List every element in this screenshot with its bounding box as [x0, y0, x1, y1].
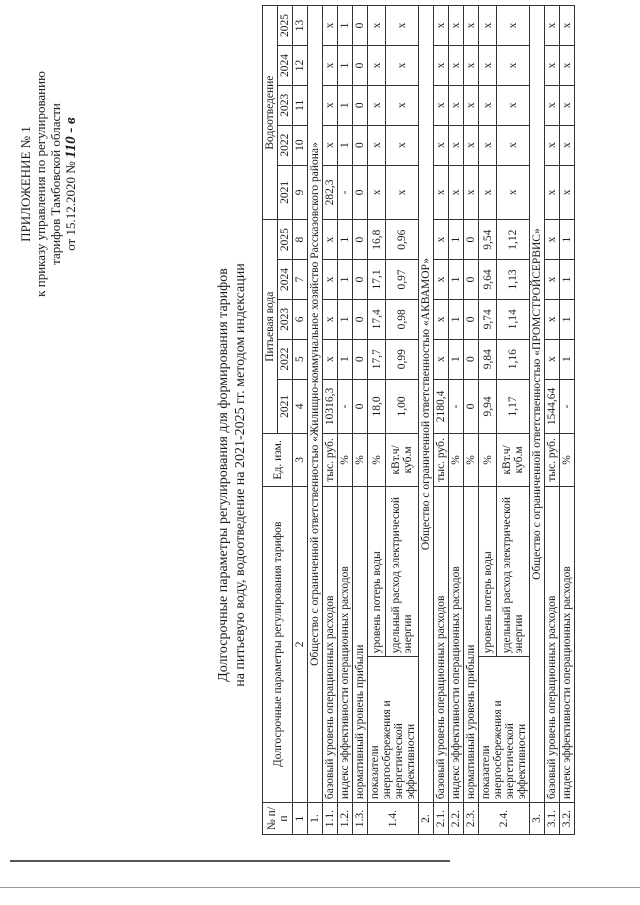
sewer-value: х: [386, 46, 419, 86]
water-value: 1: [338, 339, 353, 379]
table-row: [353, 6, 368, 835]
sewer-value: 282,3: [323, 165, 338, 220]
water-value: 17,4: [368, 299, 386, 339]
row-unit: кВт.ч/ куб.м: [497, 434, 530, 486]
sewer-value: х: [560, 46, 575, 86]
water-value: 0: [464, 339, 479, 379]
sewer-value: х: [479, 46, 497, 86]
column-number: 5: [293, 339, 308, 379]
appendix-authority-line: тарифов Тамбовской области: [48, 103, 63, 265]
sub-param-name: удельный расход электрической энергии: [497, 486, 530, 657]
table-row: [449, 6, 464, 835]
row-num: 1.1.: [323, 803, 338, 835]
water-value: х: [323, 299, 338, 339]
section-title: Общество с ограниченной ответственностью «Жилищно-коммунальное хозяйство Рассказовского района»: [308, 6, 323, 803]
water-value: 0: [464, 379, 479, 434]
water-value: х: [545, 299, 560, 339]
water-value: 1: [560, 299, 575, 339]
sewer-value: х: [449, 125, 464, 165]
table-column-numbers: [293, 6, 308, 835]
year-header: 2021: [278, 379, 293, 434]
water-value: 1,13: [497, 260, 530, 300]
row-num: 1.4.: [368, 803, 419, 835]
water-value: 1: [338, 260, 353, 300]
row-param-name: базовый уровень операционных расходов: [545, 486, 560, 803]
row-num: 3.2.: [560, 803, 575, 835]
sewer-value: х: [449, 85, 464, 125]
sewer-value: 0: [353, 165, 368, 220]
sewer-value: х: [479, 165, 497, 220]
order-number-handwritten: 110 - в: [63, 117, 79, 159]
row-num: 2.3.: [464, 803, 479, 835]
section-num: 2.: [419, 803, 434, 835]
row-unit: %: [464, 434, 479, 486]
sewer-value: х: [386, 6, 419, 46]
sub-param-name: удельный расход электрической энергии: [386, 486, 419, 657]
water-value: 1: [449, 220, 464, 260]
sewer-value: х: [464, 46, 479, 86]
water-value: 0,98: [386, 299, 419, 339]
water-value: 1: [560, 339, 575, 379]
water-value: 0: [353, 220, 368, 260]
section-row: [530, 6, 545, 835]
row-unit: тыс. руб.: [323, 434, 338, 486]
header-water: Питьевая вода: [263, 220, 278, 434]
water-value: х: [545, 260, 560, 300]
sewer-value: х: [464, 165, 479, 220]
sewer-value: 0: [353, 46, 368, 86]
row-unit: %: [479, 434, 497, 486]
row-param-name: показатели энергосбережения и энергетической эффективности: [368, 657, 419, 803]
sewer-value: х: [545, 6, 560, 46]
table-row: [434, 6, 449, 835]
appendix-order-line: к приказу управления по регулированию: [33, 71, 48, 297]
sewer-value: 1: [338, 6, 353, 46]
efficiency-row: [479, 6, 497, 835]
water-value: 1: [449, 299, 464, 339]
water-value: х: [323, 220, 338, 260]
water-value: 0,97: [386, 260, 419, 300]
water-value: 9,94: [479, 379, 497, 434]
water-value: 0,96: [386, 220, 419, 260]
sewer-value: х: [497, 165, 530, 220]
row-unit: тыс. руб.: [545, 434, 560, 486]
sewer-value: х: [449, 165, 464, 220]
water-value: 1,17: [497, 379, 530, 434]
water-value: 10316,3: [323, 379, 338, 434]
water-value: 0: [464, 299, 479, 339]
column-number: 13: [293, 6, 308, 46]
title-line-1: Долгосрочные параметры регулирования для формирования тарифов: [216, 268, 231, 682]
sewer-value: х: [545, 125, 560, 165]
year-header: 2024: [278, 260, 293, 300]
year-header: 2021: [278, 165, 293, 220]
sewer-value: х: [434, 85, 449, 125]
column-number: 1: [293, 803, 308, 835]
sewer-value: х: [497, 6, 530, 46]
column-number: 6: [293, 299, 308, 339]
water-value: х: [434, 220, 449, 260]
sewer-value: х: [545, 165, 560, 220]
column-number: 7: [293, 260, 308, 300]
scan-artifact-line: [10, 860, 450, 862]
header-num: № п/п: [263, 803, 293, 835]
row-param-name: показатели энергосбережения и энергетической эффективности: [479, 657, 530, 803]
sewer-value: х: [386, 85, 419, 125]
sewer-value: х: [368, 165, 386, 220]
sewer-value: х: [464, 6, 479, 46]
column-number: 11: [293, 85, 308, 125]
header-param: Долгосрочные параметры регулирования тарифов: [263, 486, 293, 803]
header-unit: Ед. изм.: [263, 434, 293, 486]
column-number: 8: [293, 220, 308, 260]
sewer-value: 1: [338, 85, 353, 125]
water-value: 1,14: [497, 299, 530, 339]
sewer-value: 0: [353, 6, 368, 46]
water-value: х: [434, 339, 449, 379]
efficiency-row: [368, 6, 386, 835]
document-title: [215, 165, 249, 785]
sub-param-name: уровень потерь воды: [368, 486, 386, 657]
column-number: 12: [293, 46, 308, 86]
year-header: 2025: [278, 220, 293, 260]
sewer-value: х: [386, 165, 419, 220]
page-edge-line: [0, 887, 640, 888]
water-value: 17,1: [368, 260, 386, 300]
sewer-value: 0: [353, 125, 368, 165]
water-value: 16,8: [368, 220, 386, 260]
water-value: 0: [464, 260, 479, 300]
table-row: [464, 6, 479, 835]
row-num: 1.3.: [353, 803, 368, 835]
water-value: 1,12: [497, 220, 530, 260]
water-value: 9,74: [479, 299, 497, 339]
sewer-value: 1: [338, 46, 353, 86]
water-value: 0: [353, 379, 368, 434]
row-num: 2.2.: [449, 803, 464, 835]
sewer-value: х: [560, 85, 575, 125]
sewer-value: х: [368, 125, 386, 165]
water-value: 17,7: [368, 339, 386, 379]
water-value: 1: [449, 339, 464, 379]
sewer-value: х: [368, 85, 386, 125]
row-param-name: базовый уровень операционных расходов: [323, 486, 338, 803]
column-number: 4: [293, 379, 308, 434]
title-line-2: на питьевую воду, водоотведение на 2021-2025 гг. методом индексации: [233, 263, 248, 687]
sewer-value: х: [545, 85, 560, 125]
sewer-value: х: [449, 46, 464, 86]
section-num: 3.: [530, 803, 545, 835]
year-header: 2022: [278, 339, 293, 379]
water-value: -: [560, 379, 575, 434]
sewer-value: -: [338, 165, 353, 220]
table-row: [545, 6, 560, 835]
water-value: 9,54: [479, 220, 497, 260]
row-param-name: базовый уровень операционных расходов: [434, 486, 449, 803]
year-header: 2022: [278, 125, 293, 165]
water-value: 1: [449, 260, 464, 300]
sewer-value: х: [479, 125, 497, 165]
sewer-value: х: [434, 6, 449, 46]
water-value: 1: [560, 220, 575, 260]
water-value: х: [545, 339, 560, 379]
table-row: [323, 6, 338, 835]
row-num: 1.2.: [338, 803, 353, 835]
row-unit: %: [368, 434, 386, 486]
row-unit: тыс. руб.: [434, 434, 449, 486]
row-param-name: нормативный уровень прибыли: [353, 486, 368, 803]
sewer-value: х: [497, 46, 530, 86]
water-value: х: [545, 220, 560, 260]
sewer-value: х: [386, 125, 419, 165]
sewer-value: х: [464, 125, 479, 165]
sewer-value: х: [368, 6, 386, 46]
sewer-value: х: [323, 85, 338, 125]
table-header-row-1: [263, 6, 278, 835]
sewer-value: 1: [338, 125, 353, 165]
water-value: 1: [338, 220, 353, 260]
water-value: х: [323, 260, 338, 300]
sewer-value: х: [545, 46, 560, 86]
row-unit: %: [560, 434, 575, 486]
sewer-value: х: [497, 85, 530, 125]
appendix-header: [18, 14, 79, 354]
row-unit: %: [353, 434, 368, 486]
row-param-name: индекс эффективности операционных расходов: [449, 486, 464, 803]
year-header: 2023: [278, 299, 293, 339]
section-row: [308, 6, 323, 835]
row-unit: %: [449, 434, 464, 486]
sewer-value: х: [323, 46, 338, 86]
sewer-value: х: [560, 165, 575, 220]
sewer-value: х: [479, 6, 497, 46]
sub-param-name: уровень потерь воды: [479, 486, 497, 657]
sewer-value: х: [449, 6, 464, 46]
water-value: -: [449, 379, 464, 434]
appendix-number: ПРИЛОЖЕНИЕ № 1: [18, 126, 33, 242]
water-value: 9,84: [479, 339, 497, 379]
water-value: х: [434, 299, 449, 339]
row-param-name: индекс эффективности операционных расходов: [338, 486, 353, 803]
appendix-date-line: [63, 14, 79, 354]
water-value: 1,00: [386, 379, 419, 434]
order-date: от 15.12.2020 №: [63, 161, 78, 251]
sewer-value: х: [434, 125, 449, 165]
water-value: -: [338, 379, 353, 434]
sewer-value: х: [434, 46, 449, 86]
water-value: 0: [353, 339, 368, 379]
year-header: 2023: [278, 85, 293, 125]
column-number: 9: [293, 165, 308, 220]
row-unit: %: [338, 434, 353, 486]
sewer-value: х: [479, 85, 497, 125]
section-title: Общество с ограниченной ответственностью «ПРОМСТРОЙСЕРВИС»: [530, 6, 545, 803]
water-value: х: [434, 260, 449, 300]
row-num: 2.1.: [434, 803, 449, 835]
table-body: [263, 6, 575, 835]
row-unit: кВт.ч/ куб.м: [386, 434, 419, 486]
year-header: 2025: [278, 6, 293, 46]
year-header: 2024: [278, 46, 293, 86]
section-row: [419, 6, 434, 835]
sewer-value: х: [560, 125, 575, 165]
sewer-value: х: [368, 46, 386, 86]
sewer-value: х: [560, 6, 575, 46]
water-value: 0: [353, 260, 368, 300]
water-value: 0: [464, 220, 479, 260]
sewer-value: х: [434, 165, 449, 220]
water-value: 1,16: [497, 339, 530, 379]
row-param-name: нормативный уровень прибыли: [464, 486, 479, 803]
row-param-name: индекс эффективности операционных расходов: [560, 486, 575, 803]
water-value: 18,0: [368, 379, 386, 434]
column-number: 3: [293, 434, 308, 486]
water-value: 1: [338, 299, 353, 339]
sewer-value: х: [323, 125, 338, 165]
column-number: 10: [293, 125, 308, 165]
table-row: [338, 6, 353, 835]
sewer-value: х: [323, 6, 338, 46]
row-num: 2.4.: [479, 803, 530, 835]
section-num: 1.: [308, 803, 323, 835]
water-value: х: [323, 339, 338, 379]
sewer-value: х: [497, 125, 530, 165]
row-num: 3.1.: [545, 803, 560, 835]
water-value: 1544,64: [545, 379, 560, 434]
column-number: 2: [293, 486, 308, 803]
water-value: 0,99: [386, 339, 419, 379]
water-value: 1: [560, 260, 575, 300]
table-row: [560, 6, 575, 835]
sewer-value: 0: [353, 85, 368, 125]
tariff-parameters-table: [262, 5, 575, 835]
sewer-value: х: [464, 85, 479, 125]
header-sewer: Водоотведение: [263, 6, 278, 220]
water-value: 2180,4: [434, 379, 449, 434]
water-value: 9,64: [479, 260, 497, 300]
water-value: 0: [353, 299, 368, 339]
section-title: Общество с ограниченной ответственностью «АКВАМОР»: [419, 6, 434, 803]
